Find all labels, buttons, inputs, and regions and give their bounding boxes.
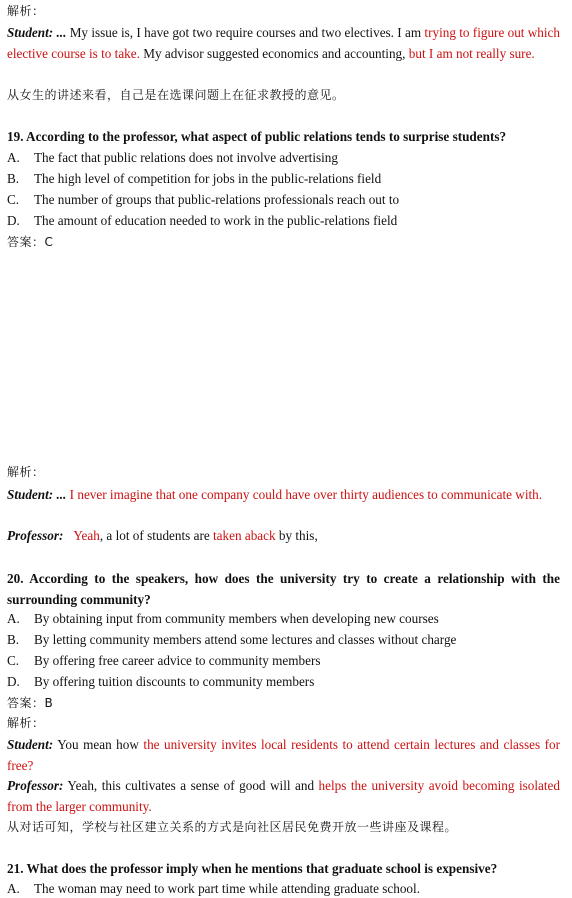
analysis-note: 从对话可知，学校与社区建立关系的方式是向社区居民免费开放一些讲座及课程。 bbox=[7, 820, 458, 834]
question-21: 21. What does the professor imply when he mentions that graduate school is expensive? bbox=[7, 861, 498, 876]
professor-quote: Professor: Yeah, this cultivates a sense of good will and helps the university avoid becoming isolated from the larger community. bbox=[7, 778, 560, 814]
option-a: A. The woman may need to work part time while attending graduate school. bbox=[7, 881, 420, 896]
highlighted-text: but I am not really sure. bbox=[408, 45, 535, 61]
option-a: A. The fact that public relations does not involve advertising bbox=[7, 150, 338, 165]
speaker-label: Professor: bbox=[7, 778, 64, 793]
option-c: C. The number of groups that public-relations professionals reach out to bbox=[7, 192, 400, 207]
option-b: B. The high level of competition for jobs in the public-relations field bbox=[7, 171, 382, 186]
analysis-note: 从女生的讲述来看，自己是在选课问题上在征求教授的意见。 bbox=[7, 88, 345, 102]
highlighted-text: taken aback bbox=[213, 528, 276, 543]
analysis-label: 解析： bbox=[7, 4, 45, 18]
speaker-label: Professor: bbox=[7, 528, 64, 543]
answer: 答案：B bbox=[7, 696, 54, 710]
option-d: D. The amount of education needed to work in the public-relations field bbox=[7, 213, 398, 228]
highlighted-text: helps the university avoid becoming isolated from the larger community. bbox=[7, 778, 560, 814]
question-19: 19. According to the professor, what aspect of public relations tends to surprise students? bbox=[7, 129, 507, 144]
option-c: C. By offering free career advice to community members bbox=[7, 653, 321, 668]
student-quote: Student: You mean how the university invites local residents to attend certain lectures and classes for free? bbox=[7, 737, 560, 773]
speaker-label: Student: ... bbox=[7, 25, 67, 40]
highlighted-text: trying to figure out which elective course is to take. bbox=[7, 25, 560, 61]
option-b: B. By letting community members attend some lectures and classes without charge bbox=[7, 632, 457, 647]
analysis-label: 解析： bbox=[7, 716, 45, 730]
option-d: D. By offering tuition discounts to community members bbox=[7, 674, 315, 689]
professor-quote: Professor: Yeah, a lot of students are taken aback by this, bbox=[7, 528, 318, 543]
option-a: A. By obtaining input from community members when developing new courses bbox=[7, 611, 439, 626]
answer: 答案：C bbox=[7, 235, 54, 249]
highlighted-text: the university invites local residents to attend certain lectures and classes for free? bbox=[7, 737, 560, 773]
question-20: 20. According to the speakers, how does the university try to create a relationship with the surrounding community? bbox=[7, 571, 560, 607]
student-quote bbox=[7, 485, 560, 506]
analysis-label: 解析： bbox=[7, 465, 45, 479]
highlighted-text: I never imagine that one company could have over thirty audiences to communicate with. bbox=[66, 487, 543, 502]
highlighted-text: Yeah bbox=[73, 528, 100, 543]
speaker-label: Student: bbox=[7, 737, 54, 752]
student-quote: Student: ... My issue is, I have got two require courses and two electives. I am trying to figure out which elective course is to take. My advisor suggested economics and accounting, but I am not really sure. bbox=[7, 25, 560, 61]
speaker-label: Student: ... bbox=[7, 487, 67, 502]
